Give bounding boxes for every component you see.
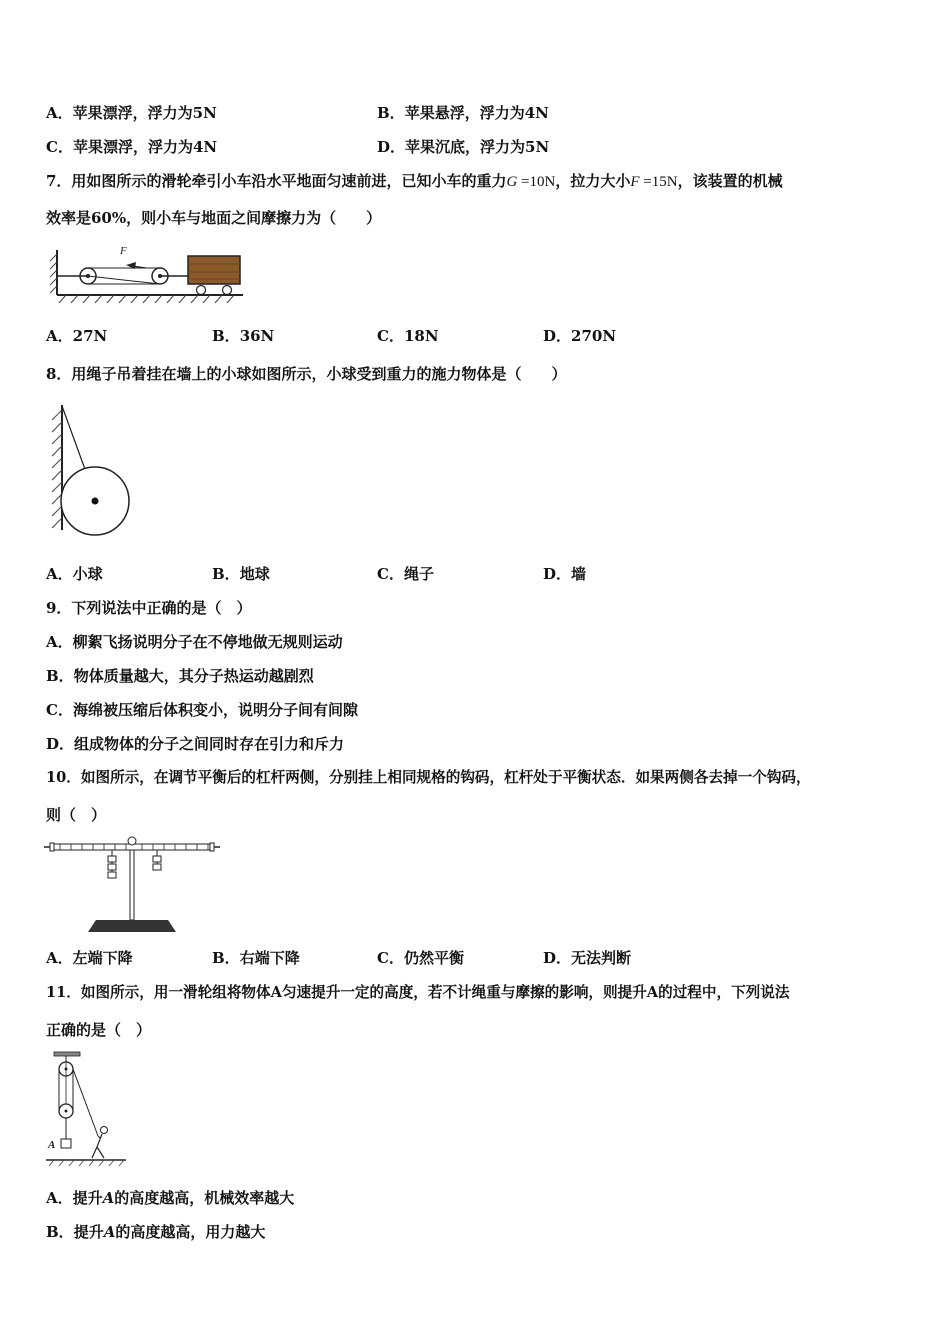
q10-option-b: B．右端下降 <box>212 949 300 967</box>
q10-option-a: A．左端下降 <box>46 949 133 967</box>
q8-option-d: D．墙 <box>543 565 587 583</box>
q7-pulley-figure <box>48 240 248 312</box>
q6-option-d: D．苹果沉底，浮力为5N <box>377 138 550 156</box>
q11-stem: 11．如图所示，用一滑轮组将物体A匀速提升一定的高度，若不计绳重与摩擦的影响，则提升A的过程中，下列说法 <box>46 984 790 1001</box>
q6-option-a: A．苹果漂浮，浮力为5N <box>46 104 217 122</box>
q8-hanging-ball-figure <box>44 400 144 540</box>
q10-lever-figure <box>44 834 224 938</box>
q6-option-c: C．苹果漂浮，浮力为4N <box>46 138 218 156</box>
q9-option-c: C．海绵被压缩后体积变小，说明分子间有间隙 <box>46 701 358 719</box>
q11-stem-line2: 正确的是（ ） <box>46 1021 152 1039</box>
q10-option-d: D．无法判断 <box>543 949 632 967</box>
q7-stem-line2: 效率是60%，则小车与地面之间摩擦力为（ ） <box>46 209 382 227</box>
q9-option-a: A．柳絮飞扬说明分子在不停地做无规则运动 <box>46 633 343 651</box>
q7-option-a: A．27N <box>46 327 108 345</box>
q7-force-label: F <box>120 245 127 257</box>
q7-option-b: B．36N <box>212 327 275 345</box>
q8-stem: 8．用绳子吊着挂在墙上的小球如图所示，小球受到重力的施力物体是（ ） <box>46 365 567 383</box>
q10-stem-line2: 则（ ） <box>46 806 107 824</box>
q11-option-b: B．提升A的高度越高，用力越大 <box>46 1223 266 1241</box>
q8-option-c: C．绳子 <box>377 565 434 583</box>
q7-option-c: C．18N <box>377 327 439 345</box>
q8-option-a: A．小球 <box>46 565 103 583</box>
q11-pulley-block-figure <box>44 1050 134 1172</box>
q7-option-d: D．270N <box>543 327 617 345</box>
q9-stem: 9．下列说法中正确的是（ ） <box>46 599 252 617</box>
q10-option-c: C．仍然平衡 <box>377 949 464 967</box>
q11-option-a: A．提升A的高度越高，机械效率越大 <box>46 1189 295 1207</box>
q6-option-b: B．苹果悬浮，浮力为4N <box>377 104 549 122</box>
q9-option-d: D．组成物体的分子之间同时存在引力和斥力 <box>46 735 345 753</box>
q11-weight-label: A <box>48 1139 56 1151</box>
q9-option-b: B．物体质量越大，其分子热运动越剧烈 <box>46 667 314 685</box>
q8-option-b: B．地球 <box>212 565 270 583</box>
q10-stem: 10．如图所示，在调节平衡后的杠杆两侧，分别挂上相同规格的钩码，杠杆处于平衡状态．如果两侧各去掉一个钩码， <box>46 769 811 786</box>
q7-stem: 7．用如图所示的滑轮牵引小车沿水平地面匀速前进，已知小车的重力G =10N，拉力大小F =15N，该装置的机械 <box>46 172 783 190</box>
